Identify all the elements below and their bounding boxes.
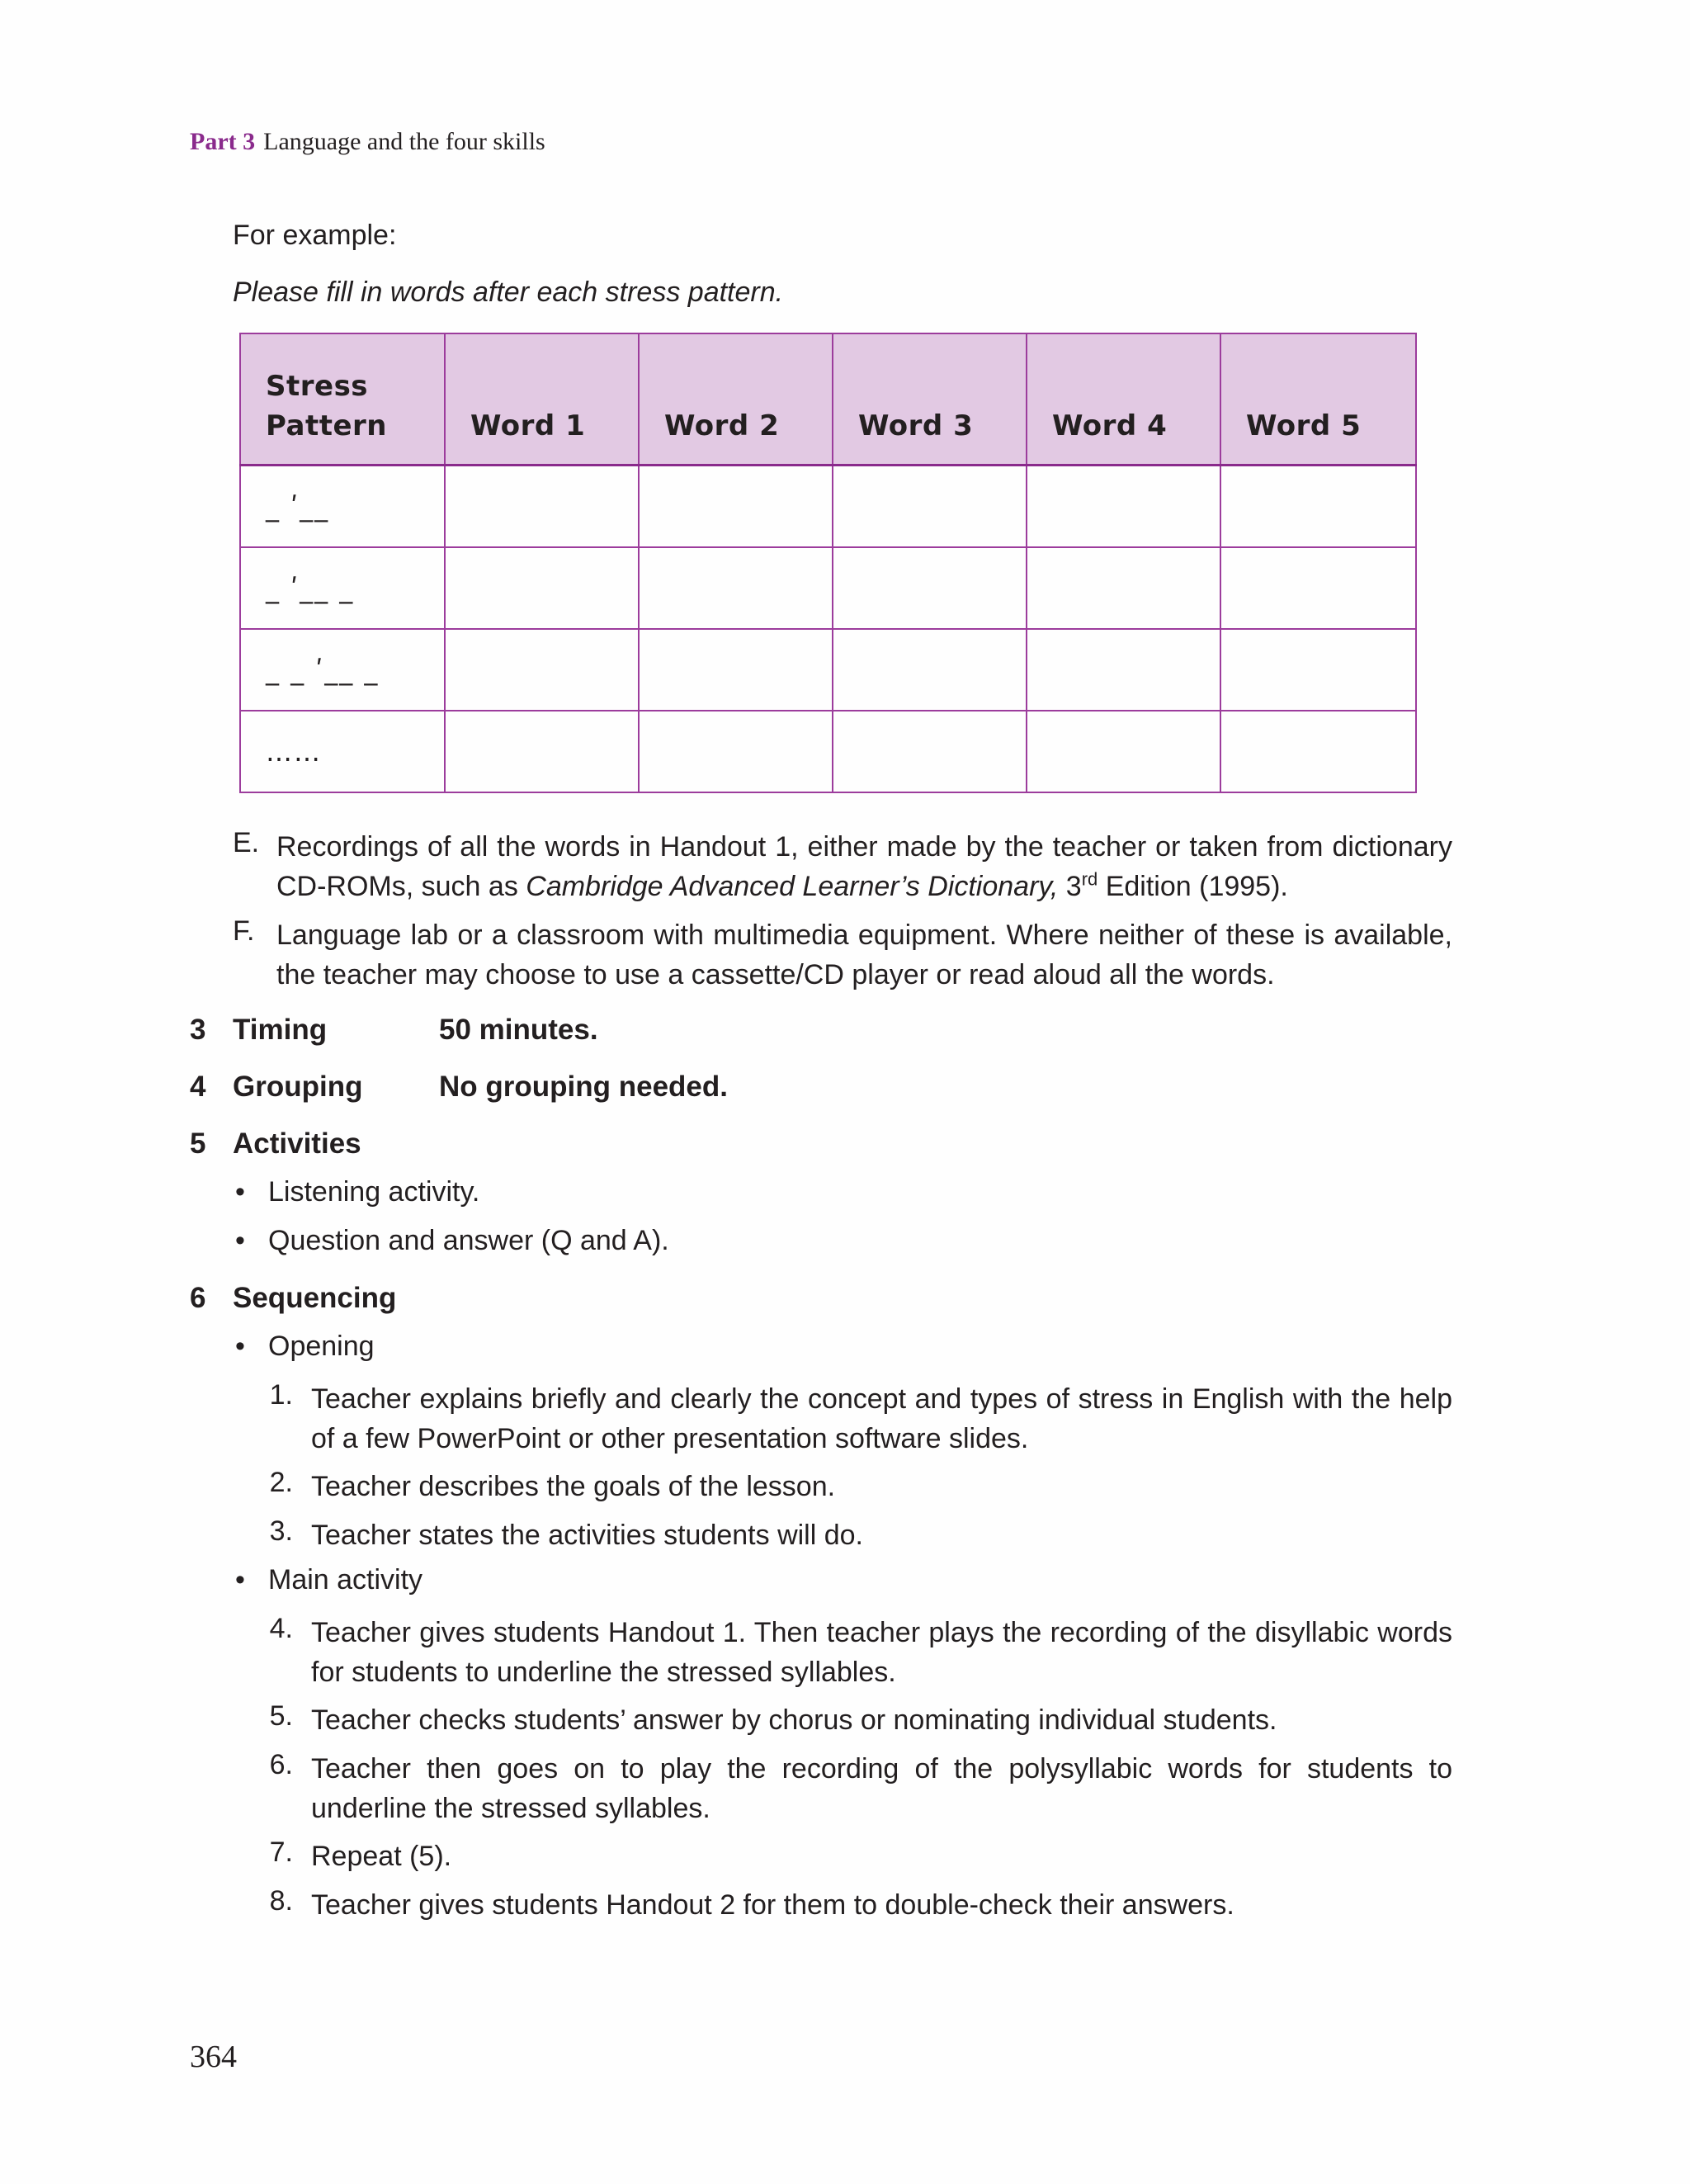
word-cell[interactable] (1220, 629, 1416, 711)
timing-number: 3 (190, 1014, 206, 1046)
word-cell[interactable] (639, 711, 833, 792)
for-example-text: For example: (233, 220, 397, 251)
activity-item: Listening activity. (268, 1176, 480, 1208)
timing-value: 50 minutes. (439, 1014, 598, 1046)
word-cell[interactable] (639, 547, 833, 629)
word-cell[interactable] (445, 629, 639, 711)
word-cell[interactable] (833, 466, 1027, 548)
sequencing-title: Sequencing (233, 1282, 397, 1314)
step-text: Teacher checks students’ answer by chorus or nominating individual students. (311, 1704, 1277, 1736)
stress-pattern-cell: …… (240, 711, 445, 792)
timing-title: Timing (233, 1014, 328, 1046)
step-number: 2. (269, 1467, 293, 1498)
part-label: Part 3 (190, 128, 256, 155)
table-row (240, 711, 1416, 792)
step-text: Teacher states the activities students will do. (311, 1520, 863, 1551)
material-e-text (276, 827, 1452, 906)
stress-pattern-cell: _ _ ʹ__ _ (240, 629, 445, 711)
step-text: Teacher describes the goals of the lesson. (311, 1471, 836, 1502)
step-number: 1. (269, 1379, 293, 1411)
bullet-icon: • (235, 1564, 245, 1595)
step-number: 8. (269, 1885, 293, 1917)
step-text: Teacher gives students Handout 2 for them to double-check their answers. (311, 1889, 1234, 1921)
material-e-letter: E. (233, 827, 260, 858)
step-number: 5. (269, 1700, 293, 1732)
page-number: 364 (190, 2040, 237, 2074)
word-cell[interactable] (445, 547, 639, 629)
running-head (190, 128, 545, 156)
bullet-icon: • (235, 1225, 245, 1256)
step-number: 3. (269, 1515, 293, 1547)
word-cell[interactable] (639, 466, 833, 548)
material-e-text-c: Edition (1995). (1098, 871, 1288, 902)
word-cell[interactable] (833, 629, 1027, 711)
activity-item: Question and answer (Q and A). (268, 1225, 669, 1256)
opening-label: Opening (268, 1331, 375, 1362)
word-cell[interactable] (445, 466, 639, 548)
main-activity-label: Main activity (268, 1564, 423, 1595)
header-word-5: Word 5 (1220, 333, 1416, 466)
step-text: Teacher gives students Handout 1. Then teacher plays the recording of the disyllabic words for students to underline the stressed syllables. (311, 1617, 1452, 1688)
material-f-letter: F. (233, 915, 255, 947)
sequencing-number: 6 (190, 1282, 206, 1314)
dictionary-title: Cambridge Advanced Learner’s Dictionary, (526, 871, 1059, 902)
word-cell[interactable] (1220, 466, 1416, 548)
word-cell[interactable] (833, 711, 1027, 792)
word-cell[interactable] (1220, 711, 1416, 792)
step-text: Teacher then goes on to play the recording of the polysyllabic words for students to underline the stressed syllables. (311, 1753, 1452, 1824)
word-cell[interactable] (833, 547, 1027, 629)
header-stress-pattern: Stress Pattern (240, 333, 445, 466)
edition-superscript: rd (1081, 868, 1098, 890)
table-row (240, 629, 1416, 711)
step-number: 6. (269, 1749, 293, 1780)
activities-title: Activities (233, 1127, 361, 1160)
header-word-2: Word 2 (639, 333, 833, 466)
word-cell[interactable] (445, 711, 639, 792)
table-instruction: Please fill in words after each stress pattern. (233, 277, 784, 308)
step-number: 4. (269, 1613, 293, 1644)
word-cell[interactable] (1220, 547, 1416, 629)
stress-pattern-cell: _ ʹ__ _ (240, 547, 445, 629)
header-word-1: Word 1 (445, 333, 639, 466)
section-title: Language and the four skills (263, 128, 545, 155)
grouping-title: Grouping (233, 1071, 363, 1103)
word-cell[interactable] (1027, 466, 1220, 548)
header-word-3: Word 3 (833, 333, 1027, 466)
word-cell[interactable] (1027, 547, 1220, 629)
material-e-text-b: 3 (1058, 871, 1082, 902)
word-cell[interactable] (1027, 711, 1220, 792)
stress-pattern-cell: _ ʹ__ (240, 466, 445, 548)
step-text: Teacher explains briefly and clearly the concept and types of stress in English with the help of a few PowerPoint or other presentation software slides. (311, 1383, 1452, 1454)
bullet-icon: • (235, 1176, 245, 1208)
header-word-4: Word 4 (1027, 333, 1220, 466)
table-row (240, 466, 1416, 548)
table-header-row (240, 333, 1416, 466)
step-text: Repeat (5). (311, 1841, 452, 1872)
material-e-text-a: Recordings of all the words in Handout 1, either made by the teacher or taken from dictionary CD-ROMs, such as (276, 831, 1452, 902)
table-row (240, 547, 1416, 629)
step-number: 7. (269, 1837, 293, 1868)
word-cell[interactable] (639, 629, 833, 711)
grouping-value: No grouping needed. (439, 1071, 728, 1103)
bullet-icon: • (235, 1331, 245, 1362)
grouping-number: 4 (190, 1071, 206, 1103)
word-cell[interactable] (1027, 629, 1220, 711)
activities-number: 5 (190, 1127, 206, 1160)
stress-pattern-table (239, 333, 1417, 793)
material-f-text: Language lab or a classroom with multimedia equipment. Where neither of these is available, the teacher may choose to use a cassette/CD player or read aloud all the words. (276, 919, 1452, 990)
